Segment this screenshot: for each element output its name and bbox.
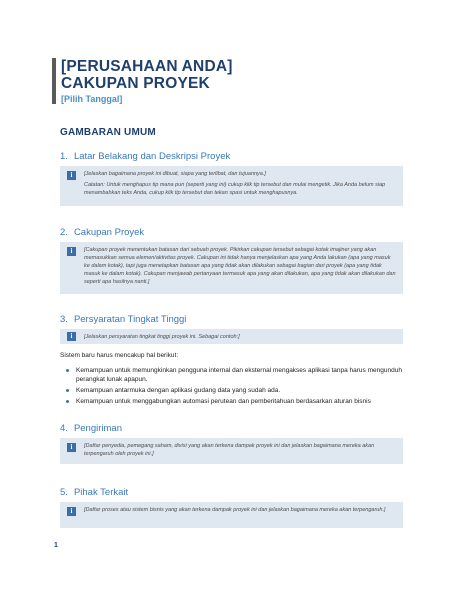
info-icon: i [67,507,76,516]
requirements-intro: Sistem baru harus mencakup hal berikut: [60,352,179,359]
section-number: 2. [60,227,68,238]
list-item-text: Kemampuan antarmuka dengan aplikasi gudang data yang sudah ada. [76,387,281,394]
info-icon: i [67,443,76,452]
tip-box-4[interactable] [60,438,403,464]
tip-text: [Daftar penyedia, pemegang saham, divisi yang akan terkena dampak proyek ini dan jelaskan bagaimana mereka akan terpengaruh oleh proyek ini.] [84,443,375,457]
tip-box-5[interactable] [60,502,403,528]
section-title: Cakupan Proyek [73,227,145,238]
section-number: 5. [60,487,68,498]
section-title: Pengiriman [73,423,122,434]
info-icon: i [67,247,76,256]
section-number: 4. [60,423,68,434]
tip-text: Catatan: Untuk menghapus tip mana pun (seperti yang ini) cukup klik tip tersebut dan mulai mengetik. Jika Anda belum siap menambahkan teks Anda, cukup klik tip tersebut dan tekan spasi untuk menghapusnya. [84,182,386,196]
requirements-list [66,366,406,408]
bullet-icon [66,369,69,372]
section-title: Pihak Terkait [73,487,129,498]
section-title: Latar Belakang dan Deskripsi Proyek [73,151,231,162]
tip-text: [Cakupan proyek menentukan batasan dari sebuah proyek. Pikirkan cakupan tersebut sebagai kotak imajiner yang akan memasukkan semua elemen/aktivitas proyek. Cakupan ini tidak hanya menjelaskan apa yang Anda lakukan (apa yang masuk ke dalam kotak), tapi juga menetapkan batasan apa yang tidak akan dilakukan sebagai bagian dari proyek (apa yang tidak masuk ke dalam kotak). Cakupan menjawab pertanyaan termasuk apa yang akan dilakukan, apa yang tidak akan dilakukan dan seperti apa hasilnya nanti.] [84,247,396,285]
section-heading-3 [60,314,186,325]
section-title: Persyaratan Tingkat Tinggi [73,314,187,325]
list-item [66,366,406,384]
tip-text: [Jelaskan bagaimana proyek ini dibuat, siapa yang terlibat, dan tujuannya.] [84,171,266,177]
company-name[interactable]: [PERUSAHAAN ANDA] [61,58,233,75]
section-heading-2 [60,227,144,238]
list-item-text: Kemampuan untuk menggabungkan automasi perutean dan pemberitahuan berdasarkan aturan bisnis [76,398,371,405]
info-icon: i [67,171,76,180]
section-number: 3. [60,314,68,325]
date-picker[interactable]: [Pilih Tanggal] [61,94,123,104]
overview-heading: GAMBARAN UMUM [60,127,156,138]
tip-box-3[interactable] [60,329,403,344]
section-heading-5 [60,487,128,498]
section-heading-1 [60,151,230,162]
document-title[interactable]: CAKUPAN PROYEK [61,75,210,92]
list-item [66,397,406,406]
info-icon: i [67,332,76,341]
tip-box-1[interactable] [60,166,403,206]
bullet-icon [66,389,69,392]
title-block [52,58,421,104]
bullet-icon [66,400,69,403]
list-item [66,386,406,395]
page-number: 1 [54,542,58,549]
section-number: 1. [60,151,68,162]
tip-text: [Daftar proses atau sistem bisnis yang akan terkena dampak proyek ini dan jelaskan bagaimana mereka akan terpengaruh.] [84,507,386,513]
tip-box-2[interactable] [60,242,403,294]
tip-text: [Jelaskan persyaratan tingkat tinggi proyek ini. Sebagai contoh:] [84,334,240,340]
section-heading-4 [60,423,122,434]
list-item-text: Kemampuan untuk memungkinkan pengguna internal dan eksternal mengakses aplikasi tanpa harus mengunduh perangkat lunak apapun. [76,367,402,383]
